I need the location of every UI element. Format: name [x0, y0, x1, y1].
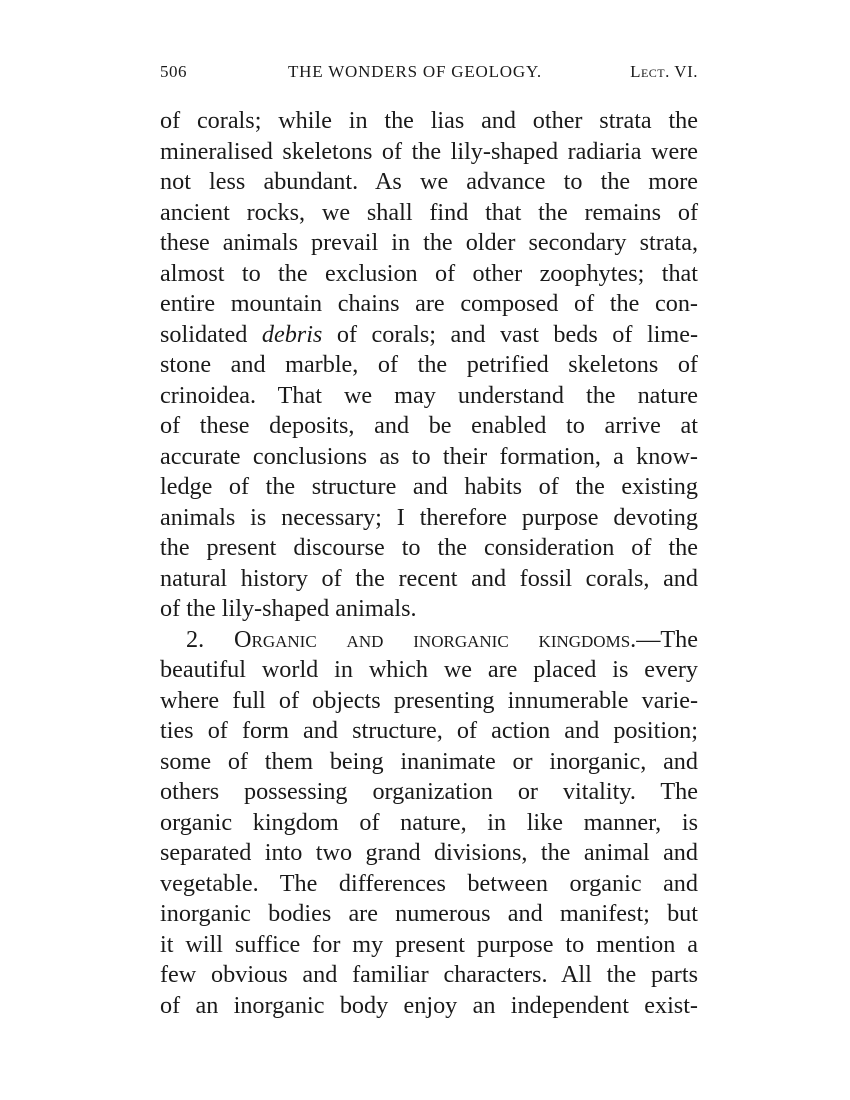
text-line: almost to the exclusion of other zoophytes; that — [160, 259, 698, 287]
section-dash: —The — [636, 625, 699, 653]
text-line: the present discourse to the consideration of the — [160, 534, 698, 561]
text-line: organic kingdom of nature, in like manner, is — [160, 808, 698, 836]
text-line: of these deposits, and be enabled to arrive at — [160, 412, 698, 439]
body-text — [160, 106, 698, 1021]
page-number: 506 — [160, 62, 187, 81]
text-line: inorganic bodies are numerous and manifest; but — [160, 900, 698, 927]
lecture-label: Lect. VI. — [630, 62, 698, 81]
text-line: where full of objects presenting innumerable varie- — [160, 686, 698, 714]
text-line: ties of form and structure, of action and position; — [160, 717, 698, 744]
text-line: few obvious and familiar characters. All the parts — [160, 961, 698, 988]
text-line: accurate conclusions as to their formation, a know- — [160, 442, 698, 470]
text-line: beautiful world in which we are placed is every — [160, 656, 698, 683]
running-head — [160, 62, 698, 92]
text-line: of the lily-shaped animals. — [160, 595, 417, 622]
text-line: it will suffice for my present purpose to mention a — [160, 930, 698, 958]
book-page — [160, 62, 698, 1021]
text-run: of corals; and vast beds of lime- — [322, 320, 698, 348]
text-line: of corals; while in the lias and other strata the — [160, 107, 698, 134]
text-line: entire mountain chains are composed of the con- — [160, 290, 698, 317]
text-line: vegetable. The differences between organic and — [160, 869, 698, 897]
text-line: separated into two grand divisions, the animal and — [160, 839, 698, 866]
text-line: ledge of the structure and habits of the existing — [160, 473, 698, 500]
text-run: solidated — [160, 320, 262, 348]
text-line: animals is necessary; I therefore purpose devoting — [160, 503, 698, 531]
text-line: others possessing organization or vitality. The — [160, 778, 698, 805]
section-number: 2. — [186, 625, 205, 653]
text-line: crinoidea. That we may understand the nature — [160, 381, 698, 409]
section-title: Organic and inorganic kingdoms. — [234, 625, 637, 653]
text-line: some of them being inanimate or inorganic, and — [160, 747, 698, 775]
text-line: these animals prevail in the older secondary strata, — [160, 229, 698, 256]
text-line: natural history of the recent and fossil corals, and — [160, 564, 698, 592]
italic-word: debris — [261, 320, 323, 348]
text-line — [160, 320, 698, 351]
text-line: of an inorganic body enjoy an independent exist- — [160, 991, 698, 1019]
section-heading — [160, 625, 698, 656]
text-line: not less abundant. As we advance to the more — [160, 168, 698, 195]
text-line: ancient rocks, we shall find that the remains of — [160, 198, 698, 226]
text-line: stone and marble, of the petrified skeletons of — [160, 351, 698, 378]
running-title: THE WONDERS OF GEOLOGY. — [288, 62, 542, 81]
text-line: mineralised skeletons of the lily-shaped radiaria were — [160, 137, 698, 165]
